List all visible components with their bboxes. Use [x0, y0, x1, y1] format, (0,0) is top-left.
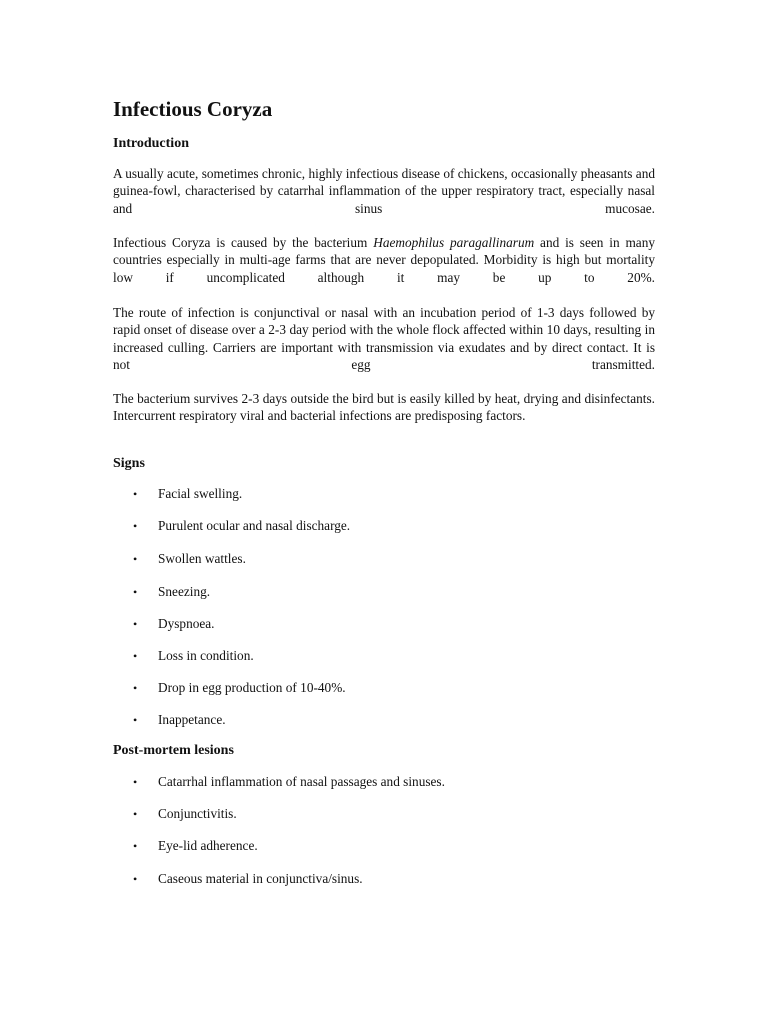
bullet-icon: •: [133, 519, 138, 533]
signs-heading: Signs: [113, 456, 145, 471]
list-item-text: Facial swelling.: [158, 486, 243, 501]
bullet-icon: •: [133, 839, 138, 853]
introduction-heading: Introduction: [113, 136, 189, 151]
list-item-text: Eye-lid adherence.: [158, 838, 258, 853]
bullet-icon: •: [133, 617, 138, 631]
bullet-icon: •: [133, 681, 138, 695]
list-item-text: Dyspnoea.: [158, 616, 215, 631]
bullet-icon: •: [133, 713, 138, 727]
intro-paragraph-1: A usually acute, sometimes chronic, highly infectious disease of chickens, occasionally pheasants and guinea-fowl, characterised by catarrhal inflammation of the upper respiratory tract, especially nasal and sinus mucosae.: [113, 166, 655, 216]
bullet-icon: •: [133, 585, 138, 599]
bullet-icon: •: [133, 807, 138, 821]
bullet-icon: •: [133, 649, 138, 663]
intro-paragraph-2: [113, 234, 655, 286]
bullet-icon: •: [133, 775, 138, 789]
list-item-text: Inappetance.: [158, 712, 226, 727]
list-item-text: Catarrhal inflammation of nasal passages and sinuses.: [158, 774, 445, 789]
intro-paragraph-2-text-b: and is seen in many countries especially in multi-age farms that are never depopulated. Morbidity is high but mortality low if uncomplicated although it may be up to 20%.: [113, 235, 655, 285]
intro-paragraph-4: The bacterium survives 2-3 days outside the bird but is easily killed by heat, drying and disinfectants. Intercurrent respiratory viral and bacterial infections are predisposing factors.: [113, 391, 655, 424]
lesions-heading: Post-mortem lesions: [113, 743, 234, 758]
list-item-text: Swollen wattles.: [158, 551, 246, 566]
list-item-text: Caseous material in conjunctiva/sinus.: [158, 871, 363, 886]
document-title: Infectious Coryza: [113, 97, 273, 121]
bullet-icon: •: [133, 552, 138, 566]
bullet-icon: •: [133, 487, 138, 501]
list-item-text: Conjunctivitis.: [158, 806, 237, 821]
list-item-text: Sneezing.: [158, 584, 211, 599]
list-item-text: Purulent ocular and nasal discharge.: [158, 518, 351, 533]
intro-paragraph-3: The route of infection is conjunctival or nasal with an incubation period of 1-3 days followed by rapid onset of disease over a 2-3 day period with the whole flock affected within 10 days, resulting in increased culling. Carriers are important with transmission via exudates and by direct contact. It is not egg transmitted.: [113, 305, 655, 373]
bullet-icon: •: [133, 872, 138, 886]
list-item-text: Loss in condition.: [158, 648, 254, 663]
intro-paragraph-2-text-a: Infectious Coryza is caused by the bacterium: [113, 235, 374, 250]
organism-name: Haemophilus paragallinarum: [373, 235, 535, 250]
list-item-text: Drop in egg production of 10-40%.: [158, 680, 346, 695]
